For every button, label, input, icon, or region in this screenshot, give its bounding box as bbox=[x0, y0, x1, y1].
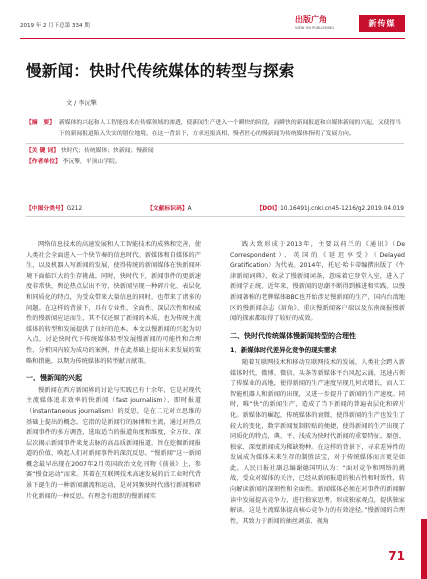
paragraph: 践大致形成于2013年，主要以荷兰的《通讯》（De Correspondent）、英国的《延迟享受》（Delayed Gratification）为代表。2014年，托尼·哈卡蒂编撰出版了《牛津新闻词典》，收录了慢新闻词条，意味着它登堂入室，进入了新闻学正统。近年来，慢新闻的思潮不断得到推进和实践。以慢新闻著称的老牌媒体BBC也开始涉足慢新闻的生产，国内台湾地区的慢新闻杂志《眉角》、重庆慢新闻客户端以及东南商报慢新闻的探索都取得了较好的成效。 bbox=[230, 241, 405, 323]
keywords-text: 快时代；传统媒体；快新闻；慢新闻 bbox=[60, 147, 154, 154]
journal-name-en: VIEW ON PUBLISHING bbox=[295, 26, 334, 30]
doc-label: 【文献标识码】 bbox=[147, 206, 188, 212]
corner-accent bbox=[421, 519, 427, 579]
author-info-label: 【作者单位】 bbox=[26, 158, 61, 165]
journal-logo bbox=[295, 13, 333, 37]
author-info-text: 李沅擎，平顶山学院。 bbox=[62, 158, 121, 165]
keywords-row bbox=[26, 146, 404, 157]
doi-item bbox=[257, 203, 404, 212]
doc-item bbox=[147, 203, 192, 212]
page-number: 71 bbox=[388, 549, 405, 563]
keywords-label: 【关 键 词】 bbox=[26, 147, 60, 154]
author-info-row bbox=[26, 157, 404, 168]
abstract-label: 【摘 要】 bbox=[26, 120, 55, 126]
doi-label: 【DOI】 bbox=[256, 206, 281, 212]
right-column bbox=[230, 240, 405, 527]
meta-rule bbox=[26, 216, 405, 217]
journal-brand bbox=[295, 13, 405, 37]
issue-info: 2019 年 2 月下总第 334 期 bbox=[20, 23, 90, 29]
header-rule bbox=[20, 38, 405, 39]
doi-value: 10.16491j.cnki.cn45-1216/g2.2019.04.019 bbox=[280, 206, 404, 212]
article-ids bbox=[26, 203, 404, 212]
paragraph: 网络信息技术的高速发展和人工智能技术的成熟和完善，使人类社会全面进入一个快节奏的信息时代。新媒体和自媒体的产生，以及机器人写新闻的发展，使得传统的新闻媒体在快新闻环境下面临巨大的生存挑战。同时，快时代下，新闻事件的更新速度非常快，舆论热点层出不穷，快新闻呈现一种碎片化、表层化和同质化的特点，为受众带来大量信息的同时，也带来了诸多的问题。在这样的背景下，具有专业性、全面性、深层次性和权威性的慢新闻应运而生，其不仅还原了新闻的本质，也为传统主流媒体的转型和发展提供了良好的范本。本文以慢新闻的兴起为切入点，讨论快时代下传统媒体转型发展慢新闻的可能性和合理性，分析国内较为成功的案例，并在此基础上提出未来发展的策略和措施，以期为传统媒体的转型献言献策。 bbox=[26, 241, 201, 365]
article-meta bbox=[26, 118, 404, 168]
paragraph: 随着互联网技术和移动互联网技术的发展，人类社会跨入新媒体时代，微博、微信、头条等新媒体平台风起云涌，迅速占领了传媒业的高地，使得新闻的生产速度呈现几何式增长，而人工智能机器人和新闻的出现，又进一步提升了新闻的生产速度。同时，唯“快”的新闻生产，造成了当下新闻的普遍表层化和碎片化。新媒体的崛起，传统媒体的衰微，使得新闻的生产也发生了较大的变化，数字新闻复制转贴的便捷，使得新闻的生产出现了同质化的特点，典、平、浅成为快时代新闻的重要特征。原创、独家、深度新闻成为稀缺物种。在这样的背景下，寻求差异性的发展成为媒体未来生存的制胜法宝，对于传统媒体而言更是如此。人民日报社副总编谢德国明认为：“面对竞争和网络的挑战，受众对媒体的关注，已经从新闻报道的独占性和时效性，转向解读新闻的深刻性和全面性。新闻媒体必须在对事件的新闻解读中发展提高竞争力，进行独家思考，形成独家观点，提供独家解读。这是主流媒体提高核心竞争力的有效途径。”慢新闻的合理性，其致力于新闻的抽丝剥茧、视角 bbox=[230, 358, 405, 525]
article-title: 慢新闻：快时代传统媒体的转型与探索 bbox=[26, 62, 295, 80]
doc-value: A bbox=[187, 206, 192, 212]
section-heading: 二、快时代传统媒体慢新闻转型的合理性 bbox=[230, 331, 356, 340]
abstract-row bbox=[26, 118, 404, 141]
meta-lines bbox=[26, 143, 404, 169]
clc-item bbox=[26, 203, 82, 212]
clc-value: G212 bbox=[66, 206, 83, 212]
paragraph: 慢新闻在西方新闻界的讨论与实践已有十余年，它是对现代主流媒体追求效率的快新闻（fast journalism）、即时报道（instantaneous journalism）的反思，是在二元对立思维的基础上提出的概念。它指的是新闻行的脉搏和主流，通过对热点新闻事件的多方调查，选取适当的报道角度和维度，全方位、深层次揭示新闻事件来龙去脉的高品质新闻报道，旨在挖掘新闻报道的价值，唤起人们对新闻事件的深沉反思。“慢新闻”这一新闻概念最早出现在2007年2月英国政治文化刊物《前景》上，参赛“慢食运动”而来。其着在互联网技术高速发展的后工业时代背景下诞生的一种新闻潮流和运动，是对同频快时代盛行新闻和碎片化新闻的一种反思。有理念有组织的慢新闻实 bbox=[26, 386, 201, 500]
subsection-heading: 1．新媒体时代差异化竞争的现实需求 bbox=[230, 346, 337, 355]
journal-name: 出版广角 bbox=[295, 15, 327, 24]
section-badge: 新传媒 bbox=[359, 15, 405, 32]
clc-label: 【中图分类号】 bbox=[26, 206, 67, 212]
section-heading: 一、慢新闻的兴起 bbox=[26, 374, 82, 383]
article-author: 文 / 李沅擎 bbox=[66, 100, 97, 107]
left-column bbox=[26, 240, 201, 502]
abstract-text: 新媒体的兴起和人工智能技术在传媒领域的渗透，使新闻生产进入一个瞬快的阶段，而瞬快的新闻报道和自媒体新闻的兴起，又使得当下的新闻报道陷入失实的错位地境。在这一背景下，方求迟报真相、慢者匠心的慢新闻为传统媒体指明了发展方向。 bbox=[59, 120, 402, 138]
